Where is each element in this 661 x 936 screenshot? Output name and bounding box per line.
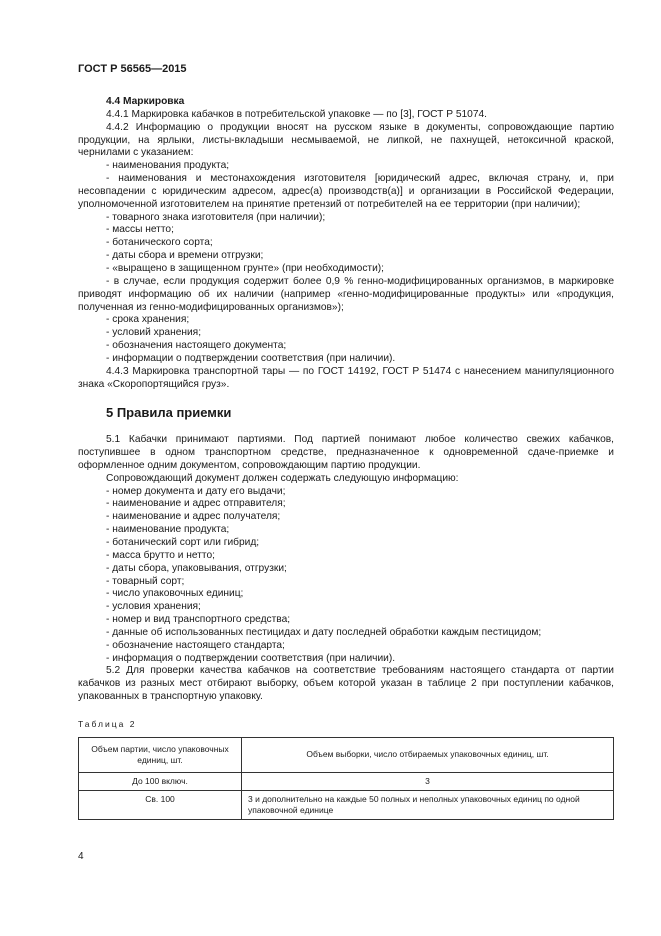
paragraph-4-4-1: 4.4.1 Маркировка кабачков в потребительской упаковке — по [3], ГОСТ Р 51074.	[106, 108, 487, 120]
paragraph-5-2: 5.2 Для проверки качества кабачков на соответствие требованиям настоящего стандарта от партии кабачков из разных мест отбирают выборку, объем которой указан в таблице 2 при поступлении кабачков, упакованных в транспортную упаковку.	[78, 665, 614, 703]
list-item: - наименование и адрес отправителя;	[106, 498, 286, 510]
list-item: - массы нетто;	[106, 224, 174, 236]
list-item: - обозначение настоящего стандарта;	[106, 639, 285, 651]
list-item: - условий хранения;	[106, 327, 202, 339]
section-5-title: 5 Правила приемки	[106, 405, 232, 421]
table-cell: Св. 100	[79, 790, 242, 819]
list-item: - срока хранения;	[106, 314, 190, 326]
list-item: - данные об использованных пестицидах и дату последней обработки каждым пестицидом;	[106, 626, 542, 638]
list-item: - наименования и местонахождения изготовителя [юридический адрес, включая страну, и, при несовпадении с юридическим адресом, адрес(а) производств(а)] и организации в Российской Федерации, уполномоченной изготовителем на принятие претензий от потребителей на ее территории (при наличии);	[78, 173, 614, 210]
list-item: - товарный сорт;	[106, 575, 185, 587]
list-item: - условия хранения;	[106, 601, 201, 613]
list-item: - масса брутто и нетто;	[106, 549, 215, 561]
standard-header: ГОСТ Р 56565—2015	[78, 63, 187, 75]
list-item: - номер и вид транспортного средства;	[106, 614, 291, 626]
list-item: - ботанический сорт или гибрид;	[106, 537, 260, 548]
list-item: - наименования продукта;	[106, 160, 230, 172]
table-row	[79, 772, 614, 790]
list-item: - даты сбора, упаковывания, отгрузки;	[106, 562, 287, 574]
list-item-gmo: - в случае, если продукция содержит более 0,9 % генно-модифицированных организмов, в маркировке приводят информацию об их наличии (например «генно-модифицированные продукты» или «продукция, полученная из генно-модифицированных организмов»);	[78, 275, 614, 313]
list-item: - номер документа и дату его выдачи;	[106, 485, 286, 497]
table-header-sample-size: Объем выборки, число отбираемых упаковочных единиц, шт.	[242, 737, 614, 772]
paragraph-4-4-3: 4.4.3 Маркировка транспортной тары — по ГОСТ 14192, ГОСТ Р 51474 с нанесением манипуляционного знака «Скоропортящийся груз».	[78, 365, 614, 390]
list-item: - товарного знака изготовителя (при наличии);	[106, 211, 326, 223]
list-item: - число упаковочных единиц;	[106, 588, 244, 600]
table-cell: 3	[242, 772, 614, 790]
paragraph-5-1: 5.1 Кабачки принимают партиями. Под партией понимают любое количество свежих кабачков, поступившее в одном транспортном средстве, предназначенное к одновременной сдаче-приемке и оформленное одним документом, сопровождающим партию продукции.	[78, 434, 614, 471]
paragraph-4-4-2: 4.4.2 Информацию о продукции вносят на русском языке в документы, сопровождающие партию продукции, на ярлыки, листы-вкладыши несмываемой, не липкой, не пахнущей, нетоксичной краской, чернилами с указанием:	[78, 121, 614, 159]
list-item: - информации о подтверждении соответствия (при наличии).	[106, 352, 396, 364]
document-info-intro: Сопровождающий документ должен содержать следующую информацию:	[106, 472, 459, 484]
list-item: - наименование продукта;	[106, 524, 230, 536]
table-row	[79, 790, 614, 819]
page-number: 4	[78, 851, 84, 862]
page-content	[78, 96, 614, 820]
list-item: - ботанического сорта;	[106, 237, 213, 249]
table-caption: Таблица 2	[78, 718, 137, 729]
sample-size-table	[78, 737, 614, 820]
table-cell: До 100 включ.	[79, 772, 242, 790]
list-item: - обозначения настоящего документа;	[106, 340, 287, 352]
list-item: - информация о подтверждении соответствия (при наличии).	[106, 652, 396, 664]
table-header-lot-size: Объем партии, число упаковочных единиц, шт.	[79, 737, 242, 772]
section-4-4-title: 4.4 Маркировка	[106, 96, 185, 107]
table-header-row	[79, 737, 614, 772]
list-item: - «выращено в защищенном грунте» (при необходимости);	[106, 262, 384, 274]
table-cell: 3 и дополнительно на каждые 50 полных и неполных упаковочных единиц по одной упаковочной единице	[242, 790, 614, 819]
list-item: - наименование и адрес получателя;	[106, 511, 281, 523]
list-item: - даты сбора и времени отгрузки;	[106, 250, 264, 262]
